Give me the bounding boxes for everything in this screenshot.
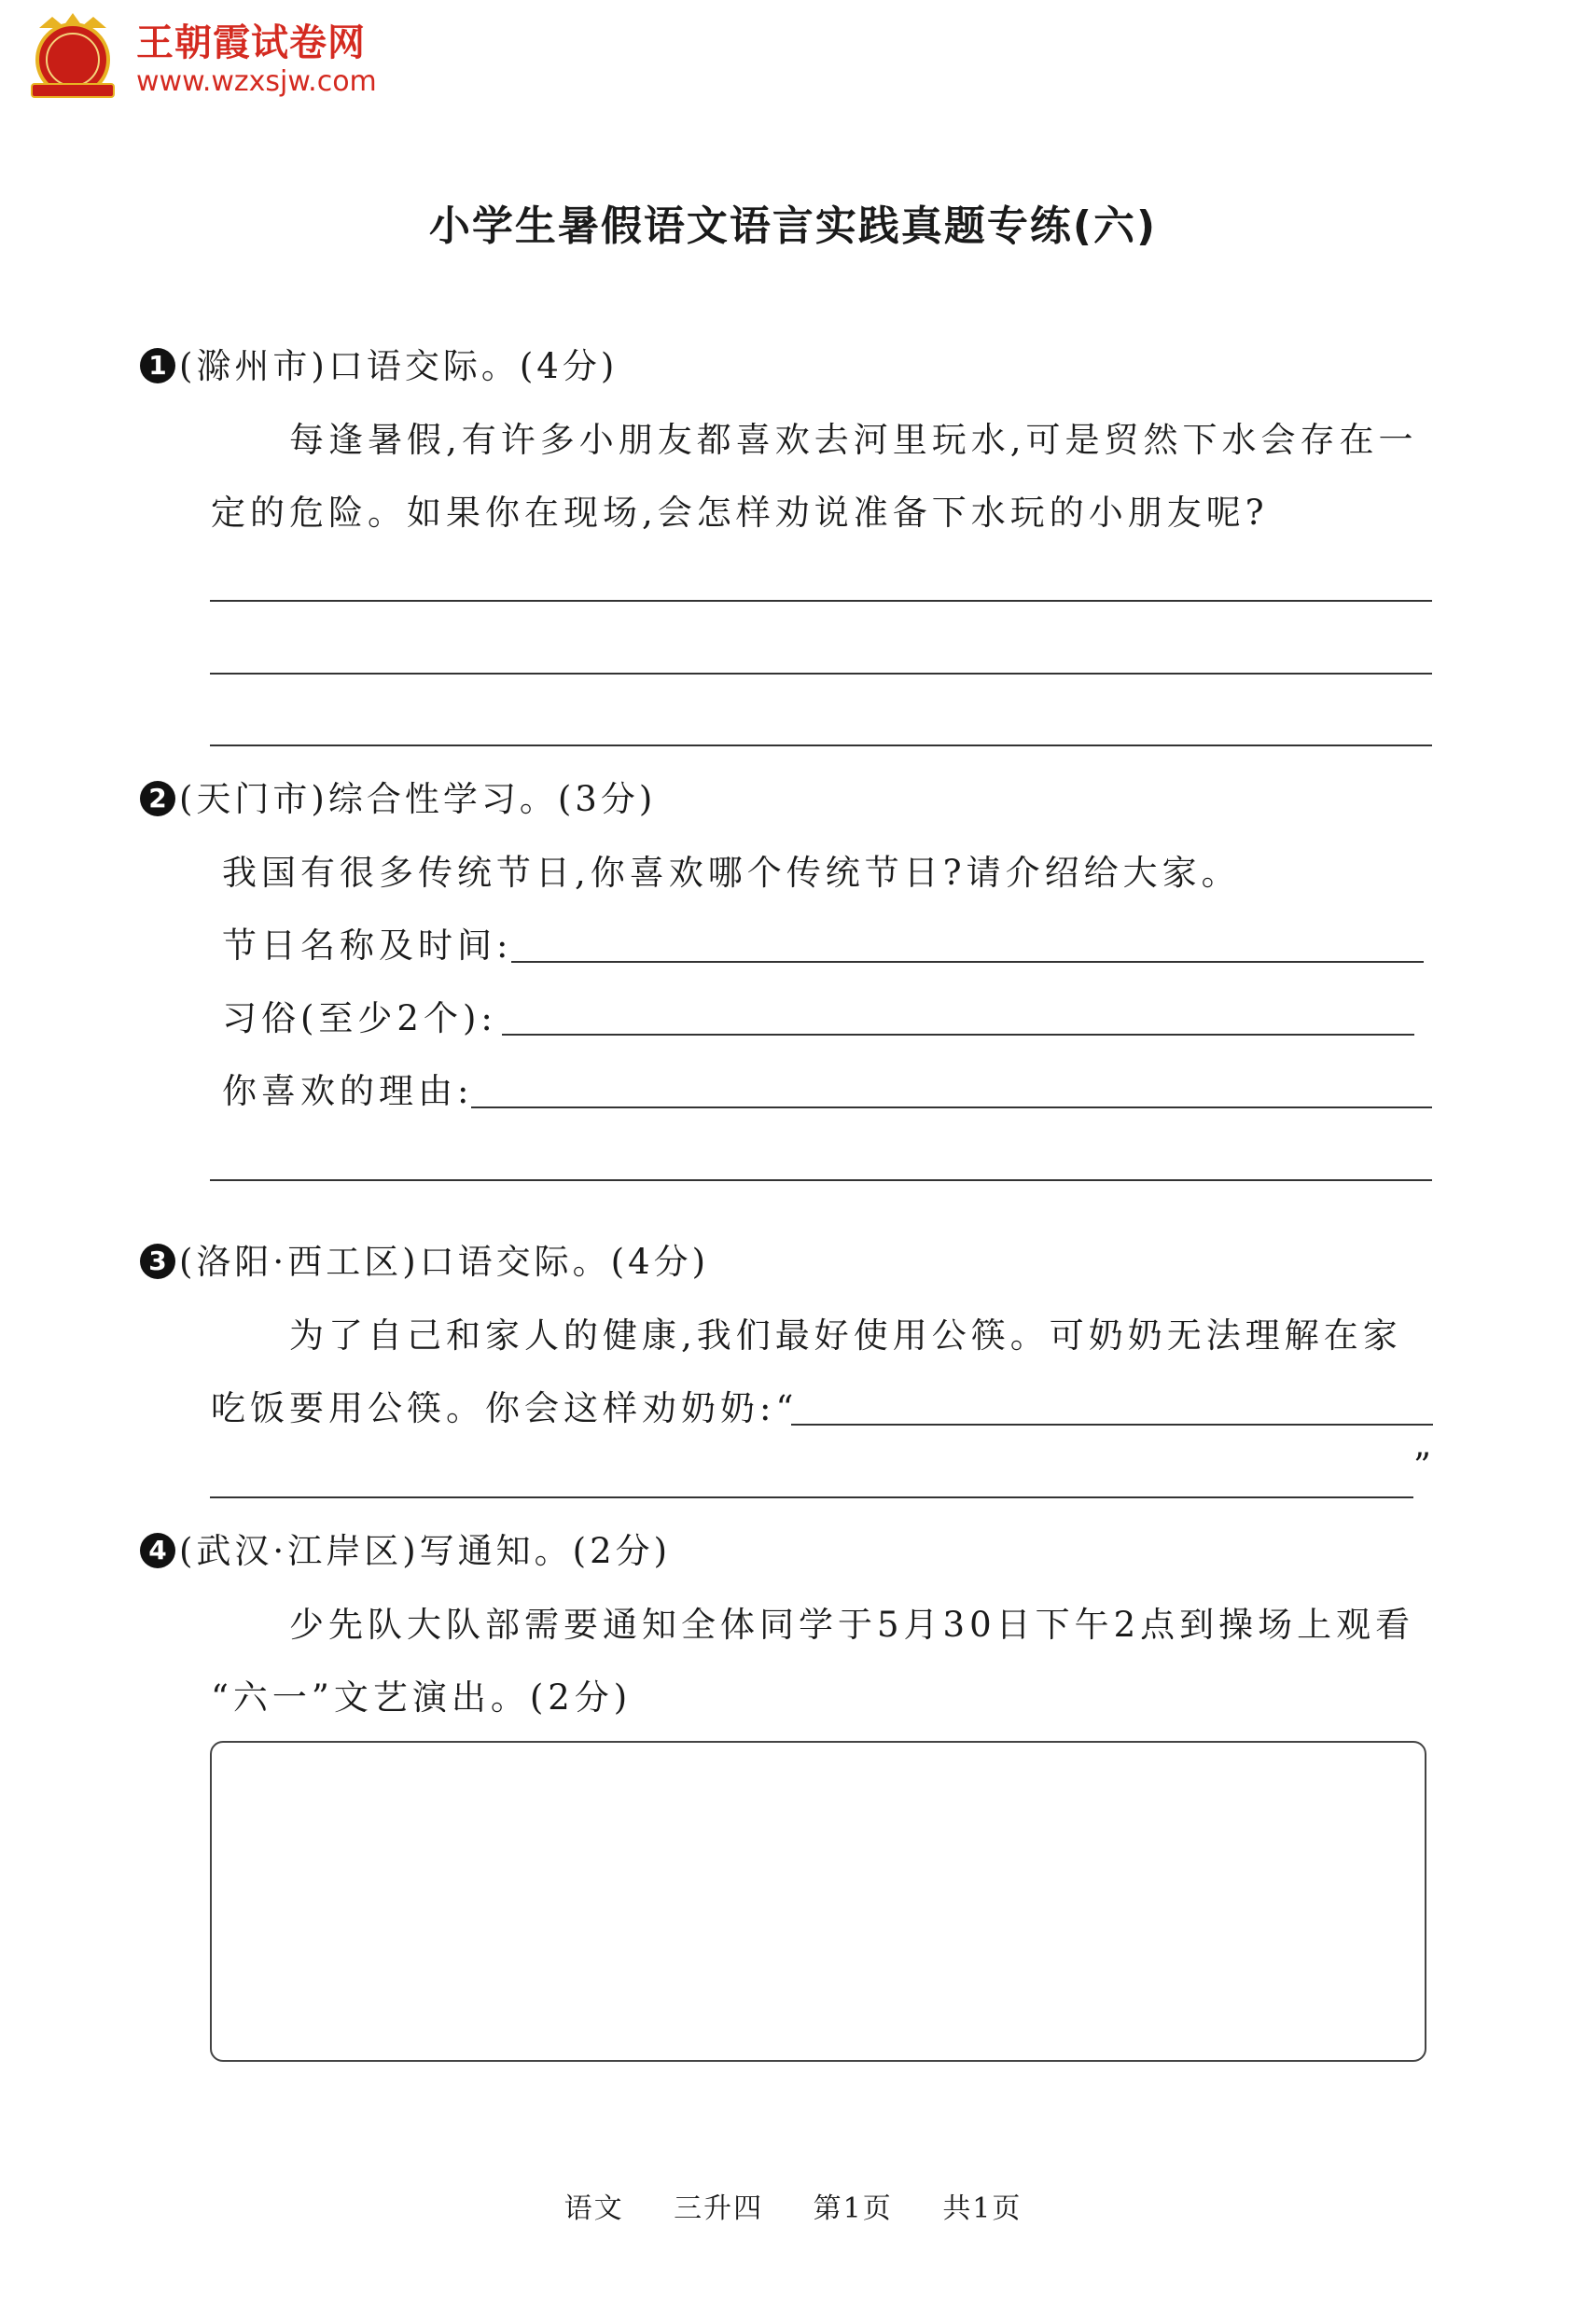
reason-answer-line[interactable] [471,1106,1432,1108]
answer-line[interactable] [210,600,1432,602]
quote-answer-line[interactable] [210,1496,1413,1498]
customs-answer-line[interactable] [502,1034,1414,1036]
notice-writing-box[interactable] [210,1741,1426,2062]
question-4-text-line-1: 少先队大队部需要通知全体同学于5月30日下午2点到操场上观看 [289,1605,1415,1645]
footer-total: 共1页 [942,2192,1023,2225]
logo-name: 王朝霞试卷网 [136,21,366,64]
field-label-festival: 节日名称及时间: [222,925,513,966]
answer-line[interactable] [210,673,1432,675]
footer-subject: 语文 [563,2192,624,2225]
question-1-text-line-1: 每逢暑假,有许多小朋友都喜欢去河里玩水,可是贸然下水会存在一 [289,420,1418,460]
crown-badge-icon [26,11,119,101]
question-number-badge: 3 [140,1244,175,1279]
page-title: 小学生暑假语文语言实践真题专练(六) [428,202,1158,250]
footer-page: 第1页 [813,2192,893,2225]
logo-url[interactable]: www.wzxsjw.com [136,65,377,98]
answer-line[interactable] [210,745,1432,746]
question-3-heading [140,1233,709,1284]
question-number-badge: 2 [140,781,175,816]
question-4-heading [140,1523,671,1573]
question-number-badge: 4 [140,1533,175,1568]
question-3-text-line-2: 吃饭要用公筷。你会这样劝奶奶:“ [211,1388,799,1428]
field-label-reason: 你喜欢的理由: [222,1071,474,1111]
question-3-text-line-1: 为了自己和家人的健康,我们最好使用公筷。可奶奶无法理解在家 [289,1315,1402,1356]
page-footer [0,2185,1586,2226]
question-number-badge: 1 [140,348,175,383]
site-logo [26,7,399,101]
question-2-heading [140,771,656,821]
field-label-customs: 习俗(至少2个): [222,998,497,1038]
question-1-title: (滁州市)口语交际。(4分) [179,346,619,386]
question-2-text-line-1: 我国有很多传统节日,你喜欢哪个传统节日?请介绍给大家。 [222,853,1241,893]
question-4-text-line-2: “六一”文艺演出。(2分) [211,1677,633,1718]
question-1-text-line-2: 定的危险。如果你在现场,会怎样劝说准备下水玩的小朋友呢? [211,493,1269,533]
answer-line[interactable] [210,1179,1432,1181]
question-3-title: (洛阳·西工区)口语交际。(4分) [179,1242,710,1282]
footer-grade: 三升四 [674,2192,764,2225]
question-2-title: (天门市)综合性学习。(3分) [179,779,657,819]
festival-answer-line[interactable] [511,961,1424,963]
question-1-heading [140,338,618,388]
close-quote: ” [1413,1446,1431,1486]
question-4-title: (武汉·江岸区)写通知。(2分) [179,1531,672,1571]
quote-answer-line[interactable] [791,1424,1433,1426]
